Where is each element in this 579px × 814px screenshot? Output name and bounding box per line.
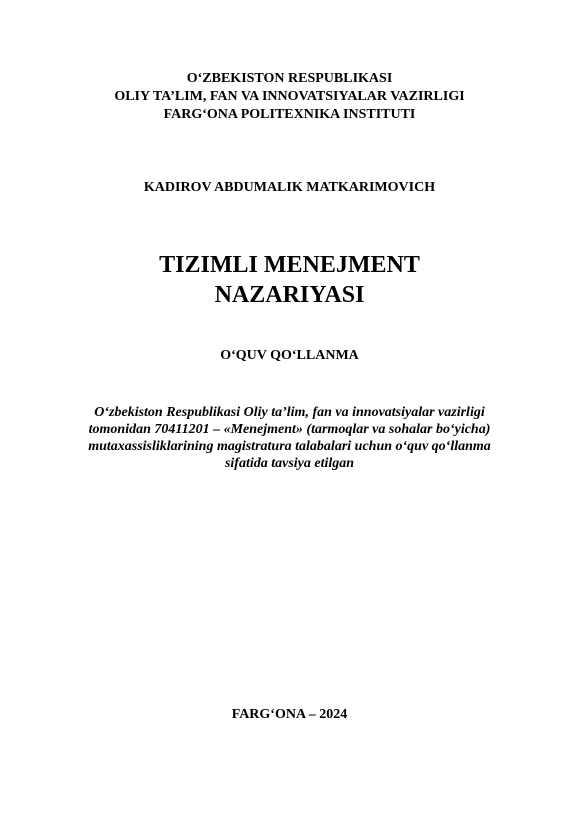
approval-statement (50, 404, 529, 472)
approval-line-3: mutaxassisliklarining magistratura talabalari uchun o‘quv qo‘llanma (88, 439, 491, 454)
approval-line-4: sifatida tavsiya etilgan (224, 456, 355, 471)
document-type: O‘QUV QO‘LLANMA (220, 348, 359, 363)
institute-name: FARG‘ONA POLITEXNIKA INSTITUTI (163, 107, 416, 122)
title-line-2: NAZARIYASI (214, 282, 365, 308)
place-and-year: FARG‘ONA – 2024 (231, 707, 348, 722)
institution-header (0, 70, 579, 124)
country-name: O‘ZBEKISTON RESPUBLIKASI (186, 71, 393, 86)
title-line-1: TIZIMLI MENEJMENT (159, 252, 420, 278)
approval-line-2: tomonidan 70411201 – «Menejment» (tarmoqlar va sohalar bo‘yicha) (88, 422, 491, 437)
author-name: KADIROV ABDUMALIK MATKARIMOVICH (143, 180, 436, 195)
document-title (0, 250, 579, 310)
approval-line-1: O‘zbekiston Respublikasi Oliy ta’lim, fan va innovatsiyalar vazirligi (94, 405, 485, 420)
ministry-name: OLIY TA’LIM, FAN VA INNOVATSIYALAR VAZIRLIGI (114, 89, 465, 104)
